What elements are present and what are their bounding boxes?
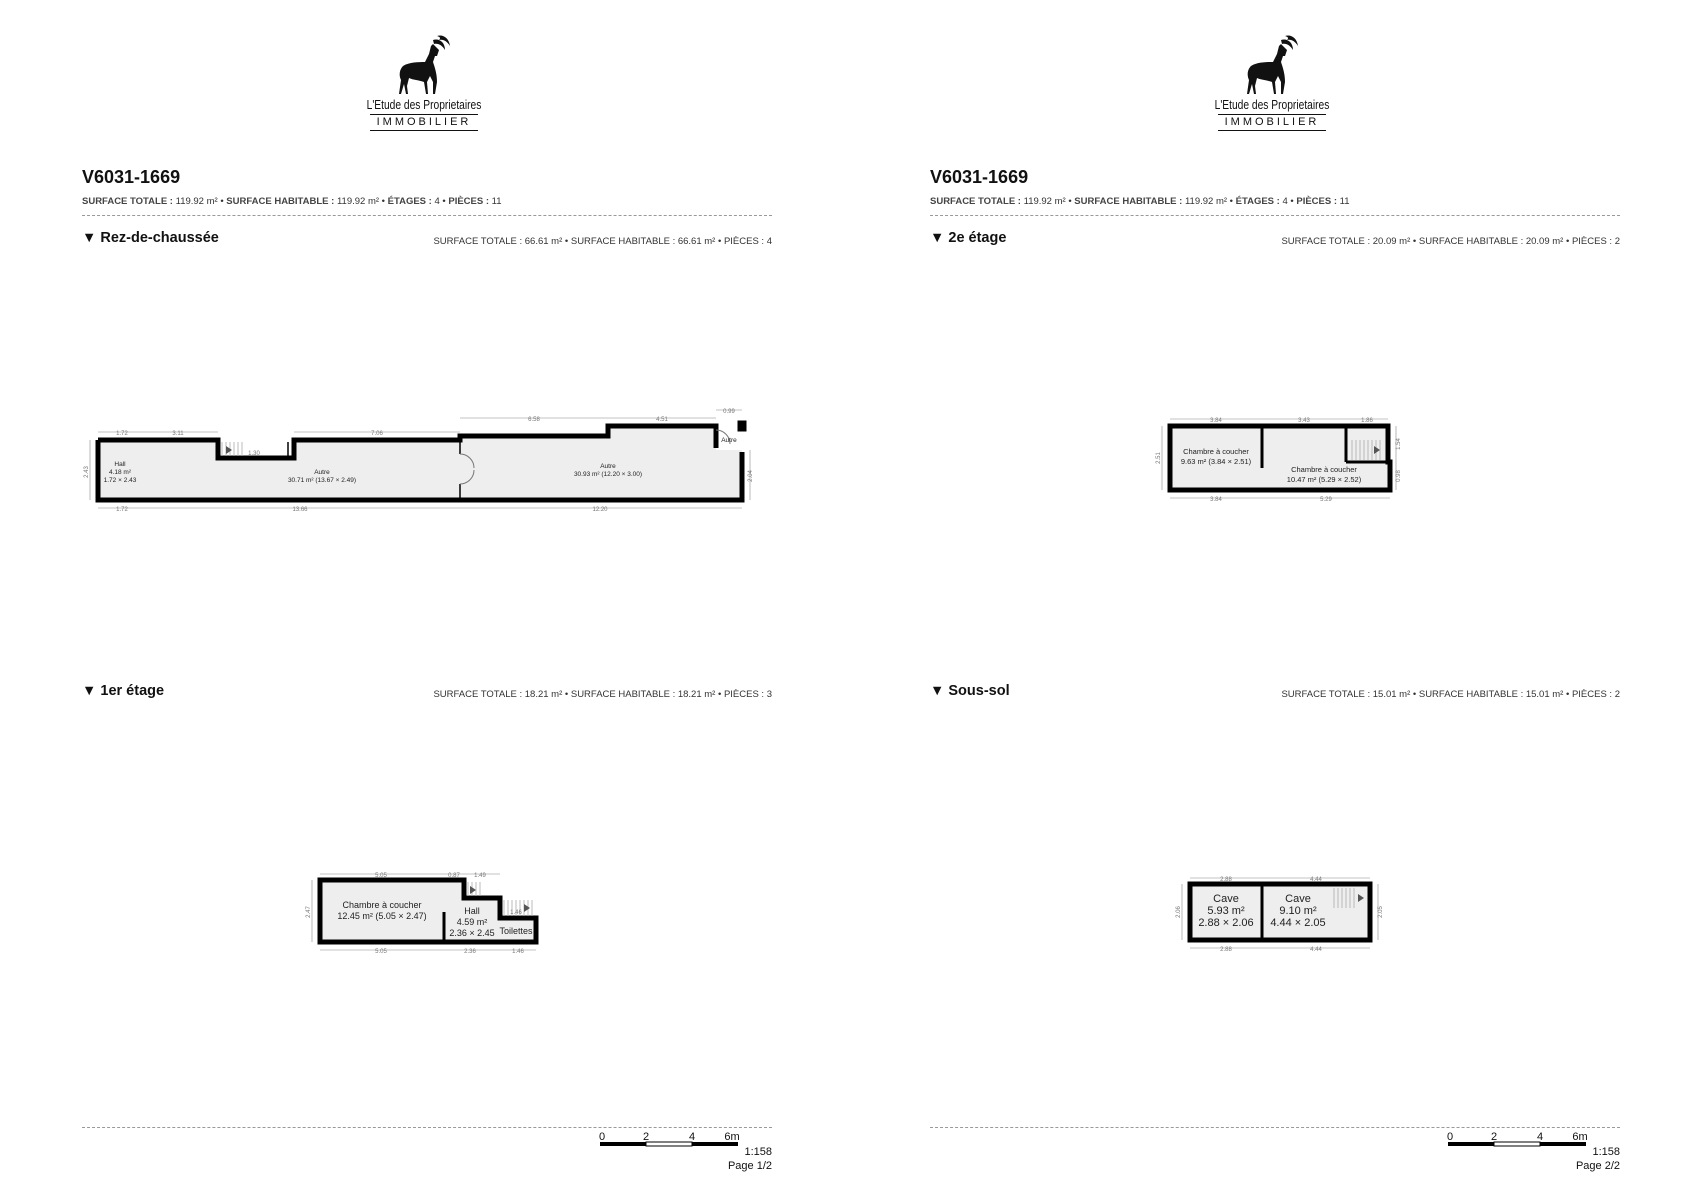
floor-stats-1er: SURFACE TOTALE : 18.21 m² • SURFACE HABITABLE : 18.21 m² • PIÈCES : 3 (433, 689, 772, 700)
dimension-label: 3.84 (1210, 418, 1222, 424)
scale-bar (1446, 1130, 1590, 1170)
room-label: Chambre à coucher (1291, 465, 1357, 474)
floor-title-rdc: ▼ Rez-de-chaussée (82, 230, 219, 246)
dimension-label: 1.86 (1361, 418, 1373, 424)
scale-tick: 0 (1446, 1131, 1454, 1143)
divider (82, 1127, 772, 1128)
room-dims: 1.72 × 2.43 (103, 477, 137, 484)
dimension-label: 5.05 (375, 949, 387, 955)
brand-subtitle: IMMOBILIER (1224, 116, 1320, 128)
floor-title-1er: ▼ 1er étage (82, 683, 165, 699)
room-dims: 2.88 × 2.06 (1198, 917, 1254, 929)
dimension-label: 1.72 (116, 507, 128, 513)
floor-stats-2e: SURFACE TOTALE : 20.09 m² • SURFACE HABITABLE : 20.09 m² • PIÈCES : 2 (1281, 236, 1620, 247)
dimension-label: 0.87 (448, 873, 460, 879)
dimension-label: 12.20 (592, 507, 608, 513)
property-reference: V6031-1669 (82, 167, 181, 187)
property-reference: V6031-1669 (930, 167, 1029, 187)
room-area: 10.47 m² (5.29 × 2.52) (1286, 475, 1362, 484)
dimension-label: 2.05 (1378, 906, 1384, 918)
dimension-label: 0.98 (1396, 470, 1402, 482)
dimension-label: 3.43 (1298, 418, 1310, 424)
floor-stats-rdc: SURFACE TOTALE : 66.61 m² • SURFACE HABITABLE : 66.61 m² • PIÈCES : 4 (433, 236, 772, 247)
room-label: Autre (600, 463, 616, 470)
dimension-label: 4.51 (656, 417, 668, 423)
page-number: Page 2/2 (1575, 1160, 1620, 1172)
dimension-label: 1.46 (510, 910, 522, 916)
dimension-label: 7.06 (371, 431, 383, 437)
dimension-label: 2.51 (1156, 452, 1162, 464)
dimension-label: 2.88 (1220, 947, 1232, 953)
dimension-label: 1.54 (1396, 438, 1402, 450)
room-label: Hall (464, 906, 480, 916)
scale-tick: 2 (1490, 1131, 1498, 1143)
room-area: 4.59 m² (456, 917, 488, 927)
scale-tick: 0 (598, 1131, 606, 1143)
dimension-label: 1.72 (116, 431, 128, 437)
scale-tick: 6m (1572, 1131, 1588, 1143)
room-label: Cave (1213, 893, 1239, 905)
room-label: Autre (721, 437, 737, 444)
dimension-label: 2.04 (748, 470, 754, 482)
dimension-label: 0.99 (723, 409, 735, 415)
scale-tick: 2 (642, 1131, 650, 1143)
room-dims: 2.36 × 2.45 (449, 928, 495, 938)
dimension-label: 4.44 (1310, 947, 1322, 953)
scale-tick: 6m (724, 1131, 740, 1143)
property-summary: SURFACE TOTALE : 119.92 m² • SURFACE HABITABLE : 119.92 m² • ÉTAGES : 4 • PIÈCES : 11 (930, 196, 1350, 207)
room-area: 5.93 m² (1207, 905, 1245, 917)
room-area: 30.93 m² (12.20 × 3.00) (573, 471, 643, 478)
scale-tick: 4 (1536, 1131, 1544, 1143)
scale-bar (598, 1130, 742, 1170)
dimension-label: 2.47 (306, 906, 312, 918)
scale-tick: 4 (688, 1131, 696, 1143)
dimension-label: 13.66 (292, 507, 308, 513)
dimension-label: 6.58 (528, 417, 540, 423)
scale-ratio: 1:158 (744, 1146, 772, 1158)
brand-name: L'Etude des Proprietaires (366, 98, 482, 112)
room-dims: 4.44 × 2.05 (1270, 917, 1326, 929)
room-area: 4.18 m² (108, 469, 132, 476)
dimension-label: 3.11 (172, 431, 184, 437)
property-summary: SURFACE TOTALE : 119.92 m² • SURFACE HABITABLE : 119.92 m² • ÉTAGES : 4 • PIÈCES : 11 (82, 196, 502, 207)
room-area: 12.45 m² (5.05 × 2.47) (337, 911, 427, 921)
dimension-label: 1.46 (512, 949, 524, 955)
dimension-label: 2.88 (1220, 877, 1232, 883)
floor-title-soussol: ▼ Sous-sol (930, 683, 1010, 699)
room-area: 9.10 m² (1279, 905, 1317, 917)
dimension-label: 2.36 (464, 949, 476, 955)
room-area: 9.63 m² (3.84 × 2.51) (1180, 457, 1252, 466)
brand-subtitle: IMMOBILIER (376, 116, 472, 128)
brand-name: L'Etude des Proprietaires (1214, 98, 1330, 112)
dimension-label: 2.43 (84, 466, 90, 478)
dimension-label: 3.84 (1210, 497, 1222, 503)
divider (930, 1127, 1620, 1128)
room-label: Cave (1285, 893, 1311, 905)
room-label: Toilettes (499, 926, 533, 936)
scale-ratio: 1:158 (1592, 1146, 1620, 1158)
page-2 (848, 0, 1696, 1200)
dimension-label: 1.49 (474, 873, 486, 879)
dimension-label: 5.05 (375, 873, 387, 879)
room-label: Hall (114, 461, 126, 468)
room-label: Chambre à coucher (342, 900, 422, 910)
floor-title-2e: ▼ 2e étage (930, 230, 1007, 246)
room-label: Chambre à coucher (1183, 447, 1249, 456)
room-label: Autre (314, 469, 330, 476)
dimension-label: 2.06 (1176, 906, 1182, 918)
room-area: 30.71 m² (13.67 × 2.49) (287, 477, 357, 484)
dimension-label: 1.30 (248, 451, 260, 457)
dimension-label: 4.44 (1310, 877, 1322, 883)
page-number: Page 1/2 (727, 1160, 772, 1172)
floor-stats-soussol: SURFACE TOTALE : 15.01 m² • SURFACE HABITABLE : 15.01 m² • PIÈCES : 2 (1281, 689, 1620, 700)
floor-plan-soussol (848, 0, 1696, 1200)
dimension-label: 5.29 (1320, 497, 1332, 503)
